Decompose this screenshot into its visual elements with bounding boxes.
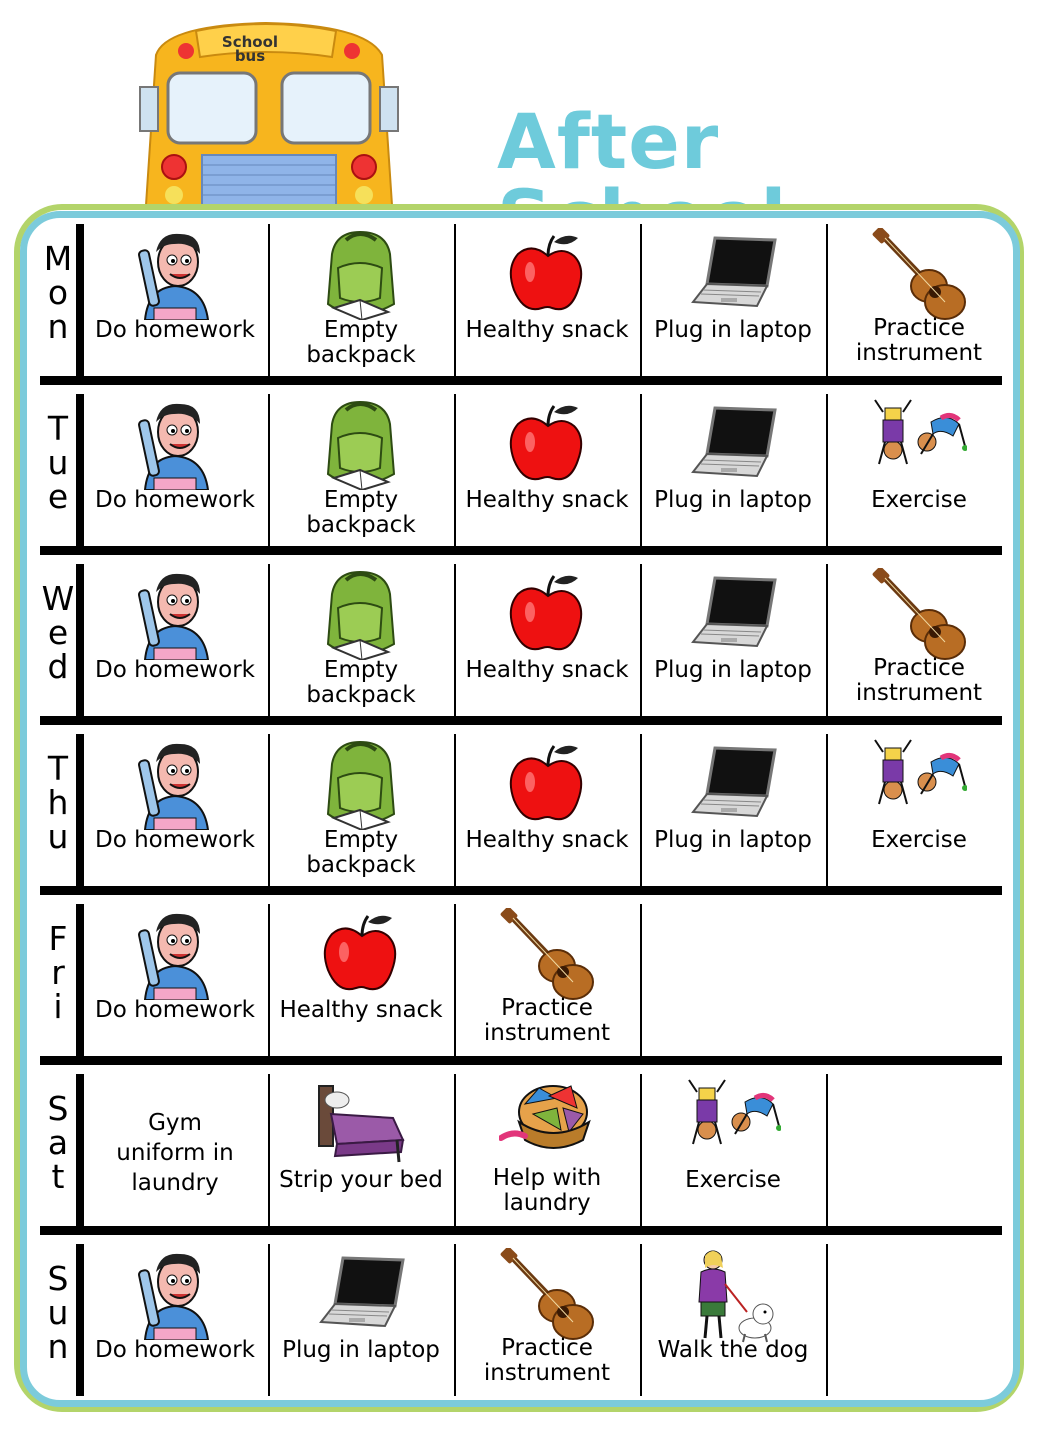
task-cell	[84, 394, 266, 546]
column-divider-line	[268, 734, 270, 886]
day-row	[40, 394, 1002, 546]
task-cell	[270, 1074, 452, 1226]
column-divider-line	[268, 1074, 270, 1226]
column-divider-line	[268, 904, 270, 1056]
day-letter-2: a	[47, 1123, 69, 1162]
day-divider-line	[76, 1244, 84, 1396]
day-letter-1: T	[47, 749, 69, 788]
boy-homework-icon	[130, 568, 220, 660]
task-label: Healthy snack	[465, 487, 629, 513]
column-divider-line	[454, 564, 456, 716]
task-cell	[828, 564, 1010, 716]
task-cell	[270, 564, 452, 716]
column-divider-line	[640, 394, 642, 546]
column-divider-line	[454, 904, 456, 1056]
boy-homework-icon	[130, 738, 220, 830]
column-divider-line	[454, 1244, 456, 1396]
task-label: Do homework	[95, 827, 255, 853]
column-divider-line	[640, 224, 642, 376]
task-cell	[84, 224, 266, 376]
school-bus-icon	[136, 15, 402, 205]
day-letter-1: F	[48, 919, 68, 958]
laptop-icon	[313, 1248, 409, 1340]
day-divider-line	[76, 904, 84, 1056]
task-label: Do homework	[95, 657, 255, 683]
task-cell	[456, 734, 638, 886]
column-divider-line	[640, 564, 642, 716]
laptop-icon	[685, 738, 781, 830]
task-label: Gym uniform in laundry	[116, 1110, 234, 1196]
task-cell	[270, 734, 452, 886]
column-divider-line	[826, 734, 828, 886]
kids-exercise-icon	[871, 738, 967, 810]
apple-icon	[502, 228, 592, 320]
task-label: Do homework	[95, 487, 255, 513]
day-row	[40, 1074, 1002, 1226]
row-divider-line	[40, 1226, 1002, 1235]
day-label	[40, 1244, 76, 1396]
task-cell	[84, 734, 266, 886]
task-label: Plug in laptop	[654, 827, 812, 853]
task-cell	[642, 564, 824, 716]
row-divider-line	[40, 886, 1002, 895]
task-label: Exercise	[685, 1167, 781, 1193]
day-letter-1: M	[43, 239, 73, 278]
task-label: Empty backpack	[306, 317, 416, 368]
day-letter-2: u	[47, 1293, 69, 1332]
guitar-icon	[871, 228, 967, 320]
guitar-icon	[499, 908, 595, 1000]
column-divider-line	[826, 224, 828, 376]
day-label	[40, 1074, 76, 1226]
column-divider-line	[268, 1244, 270, 1396]
task-label: Exercise	[871, 827, 967, 853]
task-cell	[456, 1244, 638, 1396]
day-row	[40, 564, 1002, 716]
day-divider-line	[76, 224, 84, 376]
kids-exercise-icon	[685, 1078, 781, 1150]
task-cell	[84, 1074, 266, 1226]
task-cell	[84, 564, 266, 716]
task-cell	[642, 1074, 824, 1226]
apple-icon	[502, 398, 592, 490]
task-cell	[84, 904, 266, 1056]
day-row	[40, 224, 1002, 376]
day-label	[40, 734, 76, 886]
boy-homework-icon	[130, 398, 220, 490]
task-cell	[642, 224, 824, 376]
task-label: Strip your bed	[279, 1167, 443, 1193]
day-label	[40, 564, 76, 716]
task-label: Healthy snack	[279, 997, 443, 1023]
day-letter-3: n	[47, 307, 69, 346]
task-cell	[456, 394, 638, 546]
laptop-icon	[685, 398, 781, 490]
task-label: Practice instrument	[483, 1335, 611, 1386]
column-divider-line	[640, 1244, 642, 1396]
task-cell	[642, 394, 824, 546]
column-divider-line	[826, 564, 828, 716]
boy-homework-icon	[130, 908, 220, 1000]
kids-exercise-icon	[871, 398, 967, 470]
day-letter-1: T	[47, 409, 69, 448]
day-divider-line	[76, 734, 84, 886]
day-letter-3: u	[47, 817, 69, 856]
day-letter-3: t	[51, 1157, 65, 1196]
day-letter-3: n	[47, 1327, 69, 1366]
day-row	[40, 734, 1002, 886]
day-letter-3: d	[47, 647, 69, 686]
bus-sign-line-2: bus	[234, 47, 266, 65]
task-label: Healthy snack	[465, 317, 629, 343]
task-cell	[828, 394, 1010, 546]
laundry-basket-icon	[499, 1078, 595, 1170]
column-divider-line	[268, 394, 270, 546]
task-label: Empty backpack	[306, 827, 416, 878]
column-divider-line	[640, 1074, 642, 1226]
task-cell	[642, 734, 824, 886]
column-divider-line	[268, 564, 270, 716]
column-divider-line	[826, 1074, 828, 1226]
task-label: Healthy snack	[465, 827, 629, 853]
task-label: Do homework	[95, 317, 255, 343]
boy-homework-icon	[130, 228, 220, 320]
column-divider-line	[826, 394, 828, 546]
day-letter-2: o	[47, 273, 69, 312]
task-cell	[270, 1244, 452, 1396]
guitar-icon	[871, 568, 967, 660]
task-label: Practice instrument	[855, 655, 983, 706]
task-cell	[84, 1244, 266, 1396]
task-label: Practice instrument	[855, 315, 983, 366]
day-letter-2: h	[47, 783, 69, 822]
bed-icon	[313, 1078, 409, 1170]
day-letter-2: e	[47, 613, 69, 652]
task-cell	[456, 564, 638, 716]
task-cell	[270, 394, 452, 546]
row-divider-line	[40, 546, 1002, 555]
task-label: Practice instrument	[483, 995, 611, 1046]
backpack-icon	[316, 738, 406, 830]
laptop-icon	[685, 228, 781, 320]
boy-homework-icon	[130, 1248, 220, 1340]
backpack-icon	[316, 228, 406, 320]
task-cell	[270, 904, 452, 1056]
day-letter-3: e	[47, 477, 69, 516]
backpack-icon	[316, 568, 406, 660]
task-cell	[828, 734, 1010, 886]
laptop-icon	[685, 568, 781, 660]
day-letter-1: S	[47, 1259, 69, 1298]
task-cell	[642, 1244, 824, 1396]
task-label: Plug in laptop	[282, 1337, 440, 1363]
task-label: Help with laundry	[492, 1165, 602, 1216]
task-label: Do homework	[95, 1337, 255, 1363]
day-row	[40, 1244, 1002, 1396]
column-divider-line	[640, 734, 642, 886]
column-divider-line	[268, 224, 270, 376]
apple-icon	[502, 738, 592, 830]
day-letter-1: W	[41, 579, 75, 618]
apple-icon	[502, 568, 592, 660]
task-label: Empty backpack	[306, 657, 416, 708]
day-label	[40, 224, 76, 376]
task-label: Walk the dog	[657, 1337, 809, 1363]
column-divider-line	[454, 224, 456, 376]
task-label: Plug in laptop	[654, 657, 812, 683]
bus-sign-line-1: School	[221, 33, 279, 51]
day-label	[40, 904, 76, 1056]
day-letter-1: S	[47, 1089, 69, 1128]
day-divider-line	[76, 394, 84, 546]
task-cell	[828, 224, 1010, 376]
column-divider-line	[454, 394, 456, 546]
column-divider-line	[826, 1244, 828, 1396]
task-label: Healthy snack	[465, 657, 629, 683]
task-label: Plug in laptop	[654, 317, 812, 343]
page-title: After	[497, 97, 720, 186]
task-cell	[456, 1074, 638, 1226]
column-divider-line	[454, 734, 456, 886]
task-label: Do homework	[95, 997, 255, 1023]
row-divider-line	[40, 376, 1002, 385]
row-divider-line	[40, 1056, 1002, 1065]
day-letter-2: u	[47, 443, 69, 482]
backpack-icon	[316, 398, 406, 490]
row-divider-line	[40, 716, 1002, 725]
task-label: Plug in laptop	[654, 487, 812, 513]
day-letter-3: i	[53, 987, 63, 1026]
task-cell	[456, 904, 638, 1056]
task-cell	[456, 224, 638, 376]
task-label: Empty backpack	[306, 487, 416, 538]
guitar-icon	[499, 1248, 595, 1340]
column-divider-line	[454, 1074, 456, 1226]
task-label: Exercise	[871, 487, 967, 513]
column-divider-line	[640, 904, 642, 1056]
day-letter-2: r	[51, 953, 65, 992]
day-divider-line	[76, 564, 84, 716]
day-row	[40, 904, 1002, 1056]
day-label	[40, 394, 76, 546]
walk-dog-icon	[685, 1248, 781, 1344]
task-cell	[270, 224, 452, 376]
day-divider-line	[76, 1074, 84, 1226]
apple-icon	[316, 908, 406, 1000]
